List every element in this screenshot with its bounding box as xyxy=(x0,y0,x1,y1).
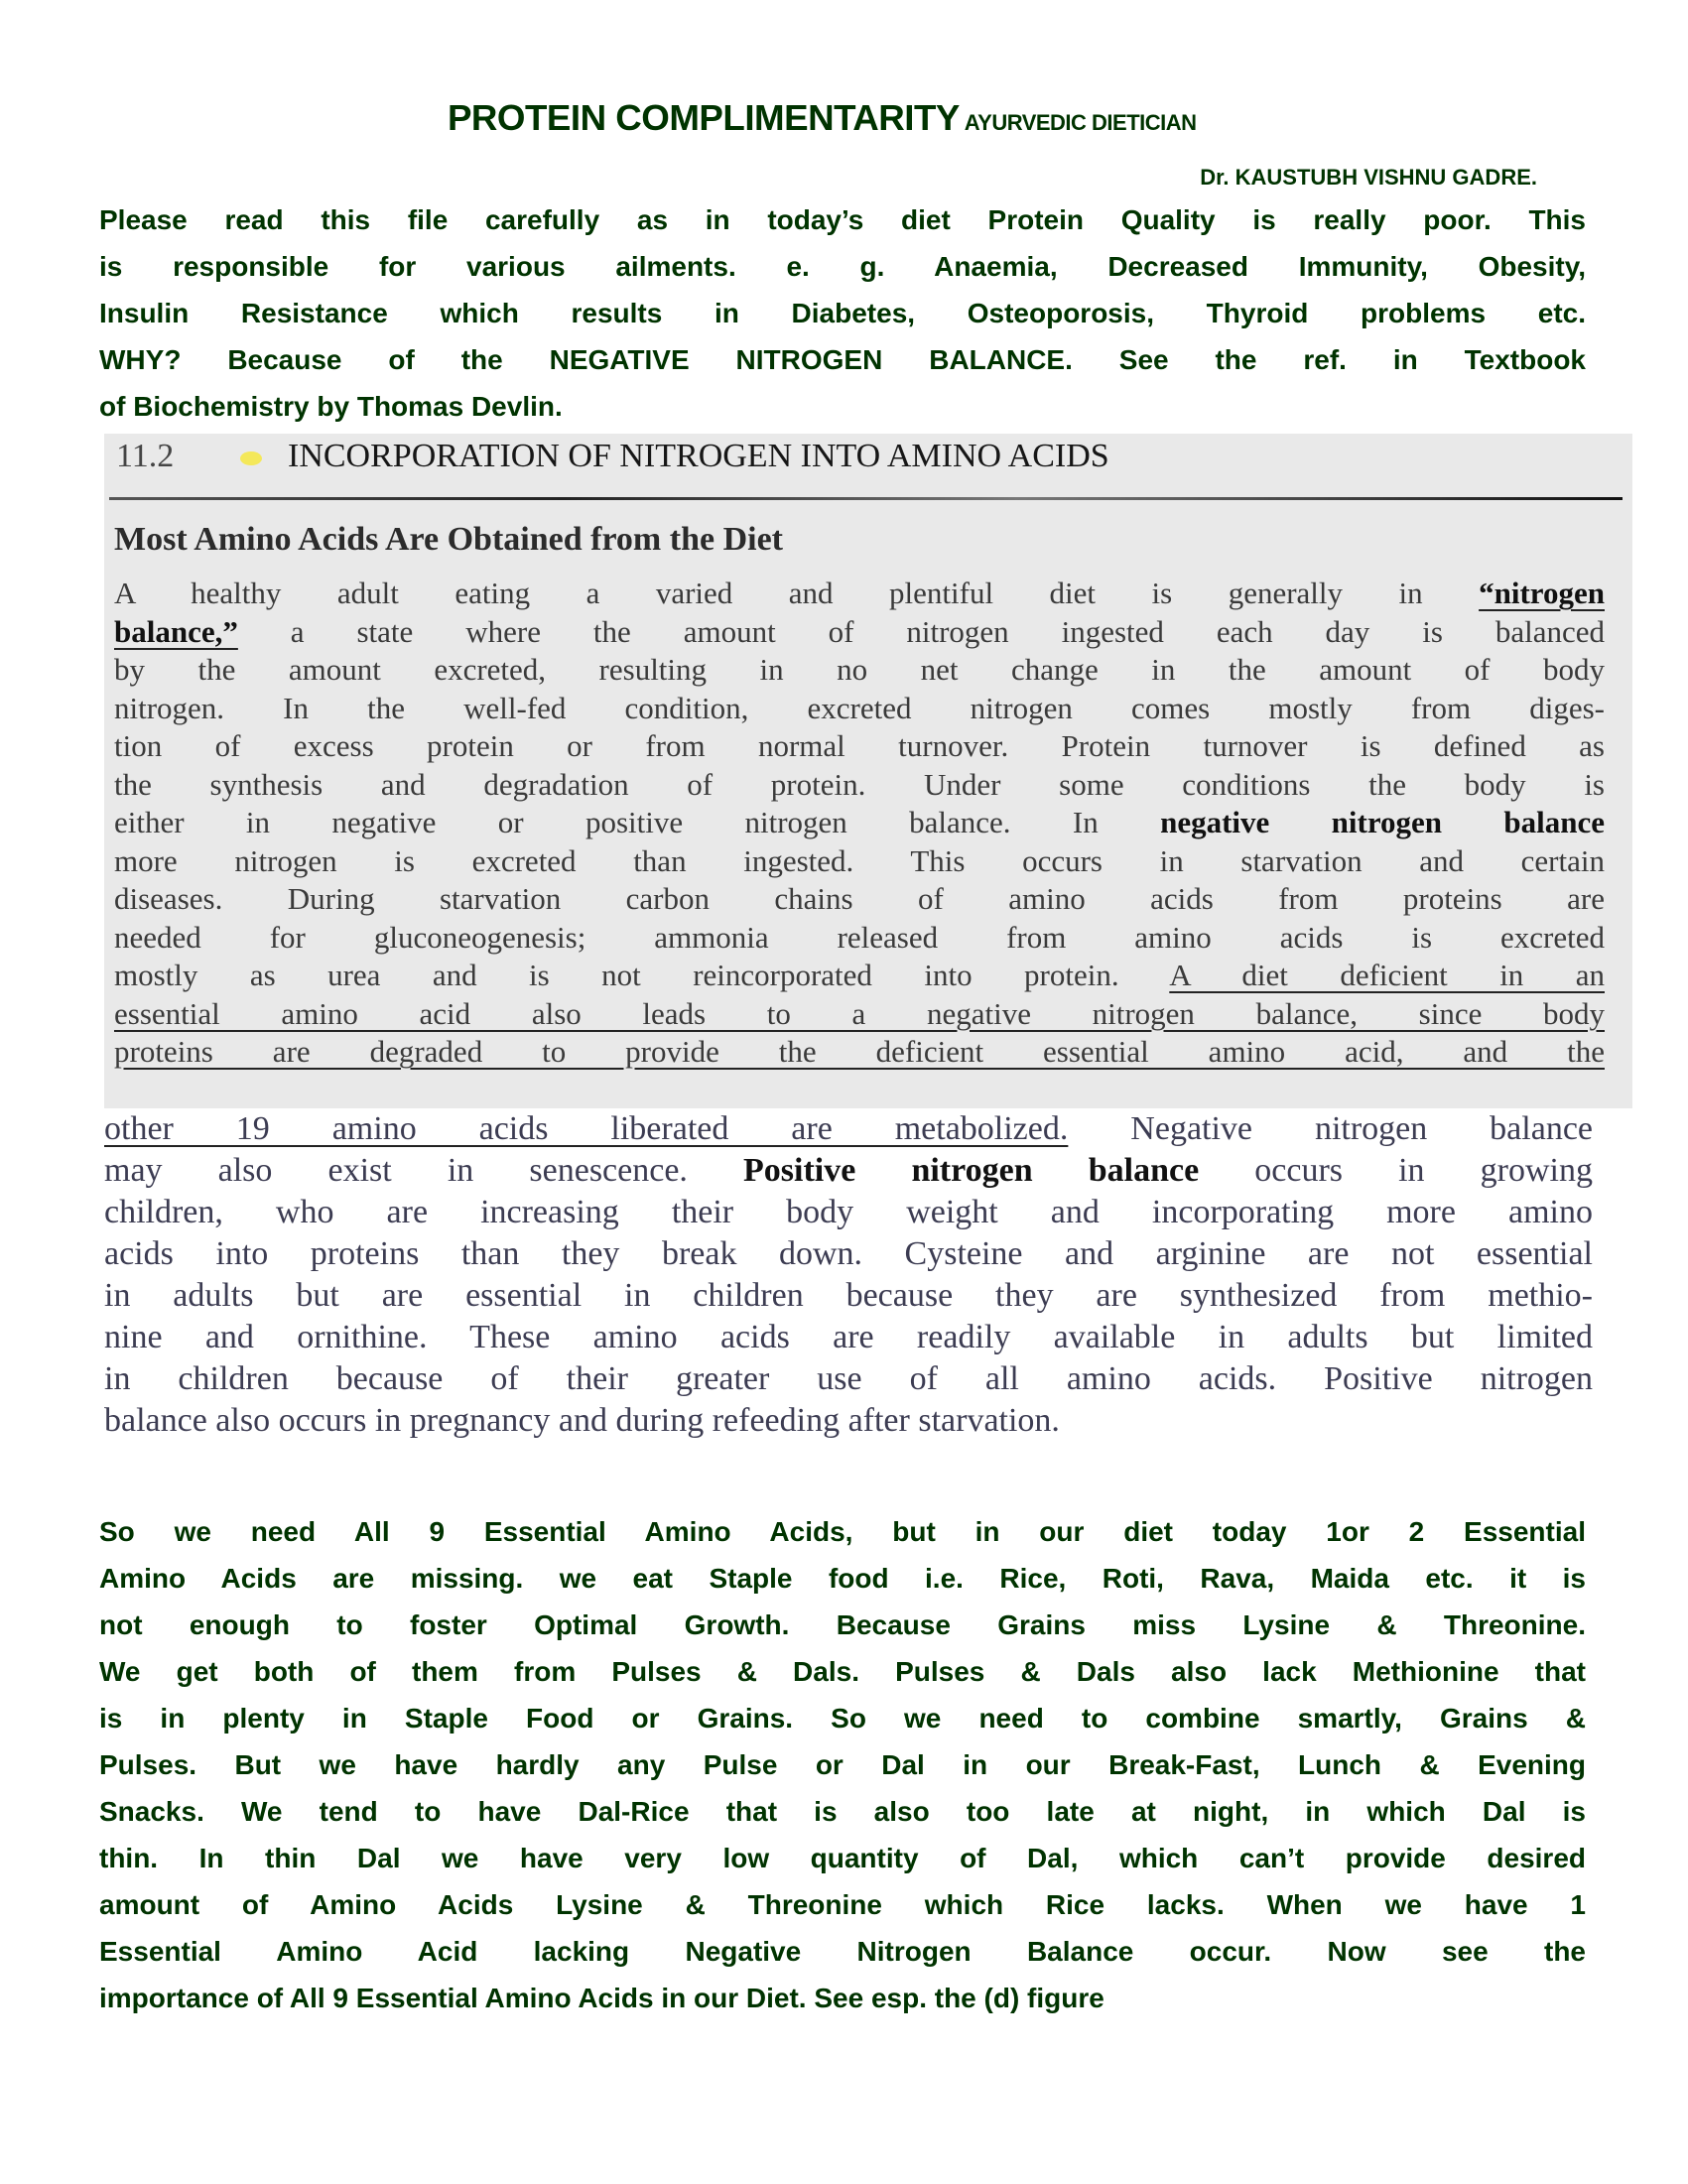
excerpt-line: in adults but are essential in children because they are synthesized from methio- xyxy=(104,1277,1593,1314)
textbook-excerpt-scan-continued xyxy=(104,1108,1632,1505)
excerpt-line: other 19 amino acids liberated are metabolized. Negative nitrogen balance xyxy=(104,1110,1593,1147)
excerpt-line: needed for gluconeogenesis; ammonia released from amino acids is excreted xyxy=(114,919,1605,955)
conclusion-line: thin. In thin Dal we have very low quantity of Dal, which can’t provide desired xyxy=(99,1843,1586,1873)
conclusion-line: is in plenty in Staple Food or Grains. So we need to combine smartly, Grains & xyxy=(99,1703,1586,1734)
conclusion-line: Snacks. We tend to have Dal-Rice that is also too late at night, in which Dal is xyxy=(99,1796,1586,1827)
excerpt-line: diseases. During starvation carbon chains of amino acids from proteins are xyxy=(114,881,1605,916)
intro-line: Insulin Resistance which results in Diabetes, Osteoporosis, Thyroid problems etc. xyxy=(99,298,1586,328)
conclusion-line: Pulses. But we have hardly any Pulse or Dal in our Break-Fast, Lunch & Evening xyxy=(99,1749,1586,1780)
conclusion-line: not enough to foster Optimal Growth. Because Grains miss Lysine & Threonine. xyxy=(99,1609,1586,1640)
intro-line: of Biochemistry by Thomas Devlin. xyxy=(99,391,563,422)
conclusion-line: Essential Amino Acid lacking Negative Nitrogen Balance occur. Now see the xyxy=(99,1936,1586,1967)
page-subtitle: AYURVEDIC DIETICIAN xyxy=(964,110,1197,135)
conclusion-line: We get both of them from Pulses & Dals. Pulses & Dals also lack Methionine that xyxy=(99,1656,1586,1687)
excerpt-line: either in negative or positive nitrogen balance. In negative nitrogen balance xyxy=(114,805,1605,839)
title-block xyxy=(447,97,1197,139)
excerpt-line: children, who are increasing their body weight and incorporating more amino xyxy=(104,1194,1593,1230)
excerpt-line: may also exist in senescence. Positive nitrogen balance occurs in growing xyxy=(104,1152,1593,1189)
excerpt-line: mostly as urea and is not reincorporated into protein. A diet deficient in an xyxy=(114,958,1605,992)
excerpt-line: in children because of their greater use of all amino acids. Positive nitrogen xyxy=(104,1360,1593,1397)
section-number: 11.2 xyxy=(116,438,175,474)
page-title: PROTEIN COMPLIMENTARITY xyxy=(447,97,960,138)
excerpt-paragraph-top xyxy=(114,575,1605,1072)
intro-line: Please read this file carefully as in today’s diet Protein Quality is really poor. This xyxy=(99,204,1586,235)
excerpt-subheading: Most Amino Acids Are Obtained from the Diet xyxy=(114,521,783,558)
excerpt-line: the synthesis and degradation of protein. Under some conditions the body is xyxy=(114,766,1605,802)
excerpt-line: nitrogen. In the well-fed condition, excreted nitrogen comes mostly from diges- xyxy=(114,690,1605,725)
excerpt-line: balance also occurs in pregnancy and during refeeding after starvation. xyxy=(104,1402,1060,1439)
conclusion-line: So we need All 9 Essential Amino Acids, but in our diet today 1or 2 Essential xyxy=(99,1516,1586,1547)
intro-line: WHY? Because of the NEGATIVE NITROGEN BALANCE. See the ref. in Textbook xyxy=(99,344,1586,375)
conclusion-line: Amino Acids are missing. we eat Staple food i.e. Rice, Roti, Rava, Maida etc. it is xyxy=(99,1563,1586,1594)
excerpt-paragraph-bottom xyxy=(104,1108,1593,1442)
conclusion-paragraph xyxy=(99,1508,1586,2021)
excerpt-line: A healthy adult eating a varied and plentiful diet is generally in “nitrogen xyxy=(114,576,1605,610)
author-name: Dr. KAUSTUBH VISHNU GADRE. xyxy=(1200,165,1537,190)
excerpt-line: balance,” a state where the amount of nitrogen ingested each day is balanced xyxy=(114,613,1605,649)
conclusion-line: amount of Amino Acids Lysine & Threonine which Rice lacks. When we have 1 xyxy=(99,1889,1586,1920)
excerpt-line: more nitrogen is excreted than ingested. This occurs in starvation and certain xyxy=(114,842,1605,878)
excerpt-line-underlined: essential amino acid also leads to a negative nitrogen balance, since body xyxy=(114,995,1605,1031)
intro-line: is responsible for various ailments. e. g. Anaemia, Decreased Immunity, Obesity, xyxy=(99,251,1586,282)
textbook-excerpt-scan xyxy=(104,434,1632,1108)
excerpt-line: nine and ornithine. These amino acids are readily available in adults but limited xyxy=(104,1319,1593,1355)
excerpt-line: by the amount excreted, resulting in no net change in the amount of body xyxy=(114,652,1605,687)
excerpt-line: tion of excess protein or from normal turnover. Protein turnover is defined as xyxy=(114,728,1605,763)
section-divider xyxy=(109,497,1623,500)
yellow-marker-dot-icon xyxy=(240,451,262,465)
excerpt-line-underlined: proteins are degraded to provide the deficient essential amino acid, and the xyxy=(114,1034,1605,1069)
intro-paragraph xyxy=(99,196,1586,430)
excerpt-line: acids into proteins than they break down. Cysteine and arginine are not essential xyxy=(104,1235,1593,1272)
conclusion-line: importance of All 9 Essential Amino Acids in our Diet. See esp. the (d) figure xyxy=(99,1983,1104,2013)
section-title: INCORPORATION OF NITROGEN INTO AMINO ACIDS xyxy=(288,438,1109,474)
